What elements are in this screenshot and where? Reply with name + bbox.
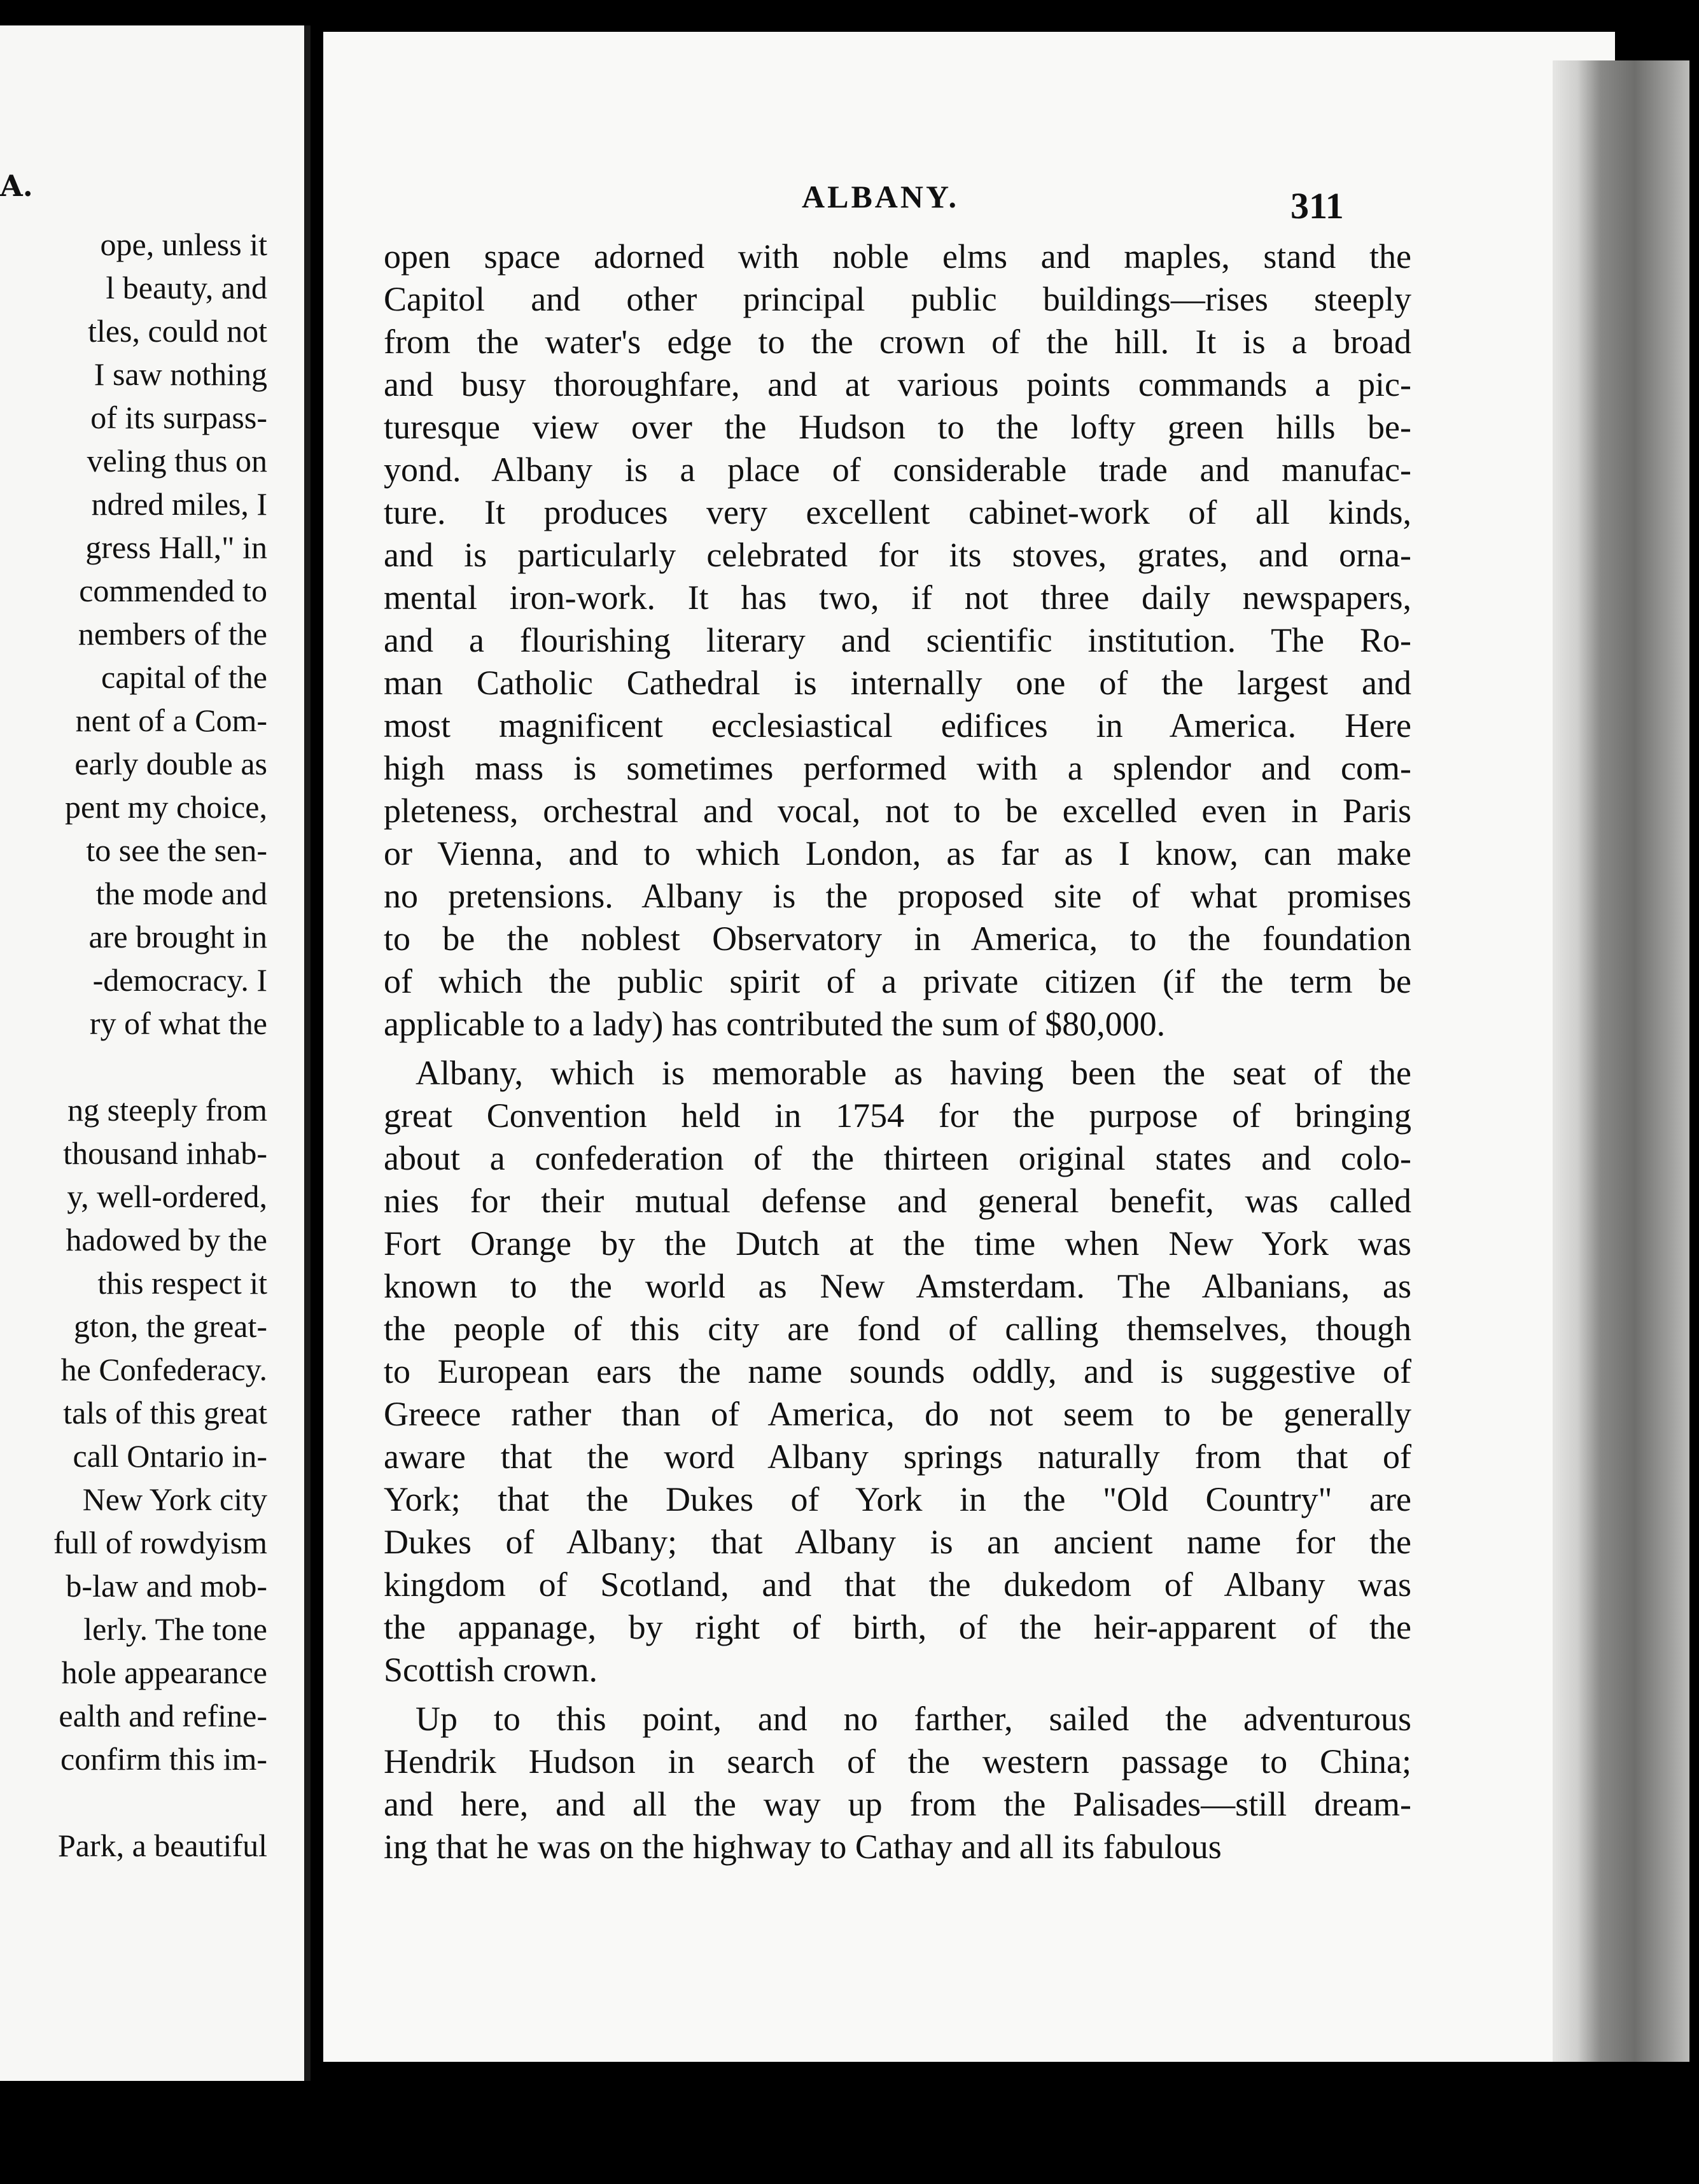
left-page-line [0,1781,267,1824]
left-page-line: of its surpass- [90,400,267,435]
left-page-line: he Confederacy. [60,1352,267,1387]
text-line: Dukes of Albany; that Albany is an ancient name for the [384,1523,1411,1561]
text-line: applicable to a lady) has contributed the sum of $80,000. [384,1005,1166,1043]
text-line: Fort Orange by the Dutch at the time when New York was [384,1224,1411,1263]
left-page-line: ope, unless it [100,227,267,262]
text-line: Albany, which is memorable as having been the seat of the [416,1054,1411,1092]
text-line: of which the public spirit of a private citizen (if the term be [384,962,1411,1000]
text-line: great Convention held in 1754 for the purpose of bringing [384,1096,1411,1135]
left-page-line: the mode and [95,876,267,911]
text-line: to European ears the name sounds oddly, and is suggestive of [384,1352,1411,1390]
left-page-line: this respect it [97,1265,267,1301]
text-line: Up to this point, and no farther, sailed the adventurous [416,1700,1411,1738]
left-page-line: to see the sen- [86,832,267,868]
paragraph-gap [384,1691,1411,1698]
page-block-edge [1553,60,1689,2062]
left-page-line: commended to [79,573,267,608]
left-page-line: ealth and refine- [59,1698,267,1733]
text-line: open space adorned with noble elms and maples, stand the [384,237,1411,276]
text-line: pleteness, orchestral and vocal, not to be excelled even in Paris [384,792,1411,830]
text-line: turesque view over the Hudson to the lofty green hills be- [384,408,1411,446]
text-line: the people of this city are fond of calling themselves, though [384,1310,1411,1348]
left-page-line: l beauty, and [106,270,267,305]
text-line: known to the world as New Amsterdam. The Albanians, as [384,1267,1411,1305]
text-line: and here, and all the way up from the Palisades—still dream- [384,1785,1411,1823]
text-line: mental iron-work. It has two, if not three daily newspapers, [384,578,1411,617]
body-text [384,235,1411,1868]
left-page-line: -democracy. I [92,962,267,998]
text-line: high mass is sometimes performed with a splendor and com- [384,749,1411,787]
left-page-line: y, well-ordered, [67,1179,267,1214]
left-page-line: confirm this im- [60,1741,267,1777]
paragraph-3 [384,1698,1411,1868]
left-page-line: call Ontario in- [73,1438,267,1474]
left-page-text [0,223,267,1867]
text-line: ing that he was on the highway to Cathay and all its fabulous [384,1828,1222,1866]
left-page-line: hole appearance [61,1655,267,1690]
text-line: aware that the word Albany springs naturally from that of [384,1438,1411,1476]
text-line: Greece rather than of America, do not seem to be generally [384,1395,1411,1433]
left-page-line: New York city [82,1481,267,1517]
text-line: the appanage, by right of birth, of the heir-apparent of the [384,1608,1411,1646]
left-page-line: tals of this great [63,1395,267,1431]
left-page-line: lerly. The tone [83,1611,267,1647]
text-line: nies for their mutual defense and general benefit, was called [384,1182,1411,1220]
paragraph-1 [384,235,1411,1046]
page-number: 311 [1290,185,1344,227]
left-page-line: b-law and mob- [66,1568,267,1604]
left-page-line: thousand inhab- [63,1135,267,1171]
text-line: and a flourishing literary and scientific institution. The Ro- [384,621,1411,659]
text-line: no pretensions. Albany is the proposed site of what promises [384,877,1411,915]
text-line: man Catholic Cathedral is internally one of the largest and [384,664,1411,702]
left-page-line: ndred miles, I [91,486,267,522]
text-line: Hendrik Hudson in search of the western passage to China; [384,1742,1411,1781]
text-line: about a confederation of the thirteen original states and colo- [384,1139,1411,1177]
left-page-line: gton, the great- [73,1308,267,1344]
page-header [323,178,1615,227]
left-page-line [0,1045,267,1088]
left-page-line: full of rowdyism [53,1525,267,1560]
left-page-line: gress Hall," in [85,529,267,565]
right-page [323,32,1615,2062]
left-page-line: Park, a beautiful [57,1828,267,1863]
text-line: yond. Albany is a place of considerable trade and manufac- [384,451,1411,489]
text-line: to be the noblest Observatory in America, to the foundation [384,920,1411,958]
text-line: kingdom of Scotland, and that the dukedom of Albany was [384,1565,1411,1604]
text-line: Capitol and other principal public buildings—rises steeply [384,280,1411,318]
left-page [0,25,311,2081]
left-page-line: pent my choice, [65,789,267,825]
text-line: from the water's edge to the crown of the hill. It is a broad [384,323,1411,361]
left-page-line: hadowed by the [66,1222,267,1257]
left-page-line: veling thus on [87,443,267,479]
left-page-line: tles, could not [88,313,267,349]
paragraph-gap [384,1046,1411,1052]
text-line: and is particularly celebrated for its stoves, grates, and orna- [384,536,1411,574]
text-line: most magnificent ecclesiastical edifices in America. Here [384,706,1411,745]
left-page-line: ng steeply from [67,1092,267,1128]
left-page-line: ry of what the [89,1005,267,1041]
left-page-line: early double as [74,746,267,781]
running-head: ALBANY. [802,179,960,214]
left-running-head-fragment: A. [0,169,33,203]
left-page-line: nent of a Com- [75,703,267,738]
left-page-line: nembers of the [78,616,267,652]
left-page-line: are brought in [88,919,267,955]
text-line: and busy thoroughfare, and at various points commands a pic- [384,365,1411,403]
left-page-line: capital of the [101,659,267,695]
text-line: Scottish crown. [384,1651,598,1689]
text-line: ture. It produces very excellent cabinet-work of all kinds, [384,493,1411,531]
text-line: or Vienna, and to which London, as far as I know, can make [384,834,1411,872]
paragraph-2 [384,1052,1411,1691]
left-page-line: I saw nothing [94,356,267,392]
text-line: York; that the Dukes of York in the "Old Country" are [384,1480,1411,1518]
